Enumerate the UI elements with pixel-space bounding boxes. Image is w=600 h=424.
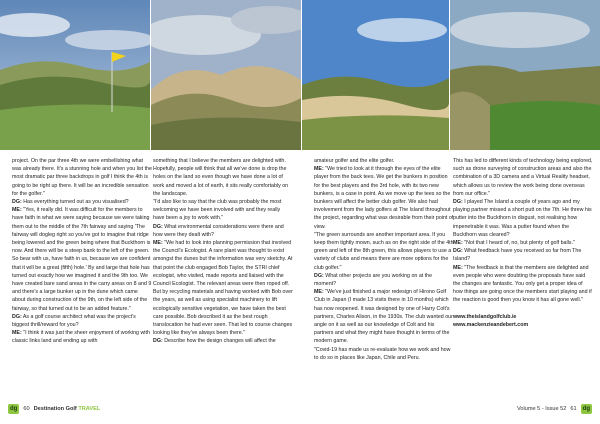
photo-golf-green-flag	[0, 0, 150, 150]
paragraph: something that I believe the members are delighted with. Hopefully, people will think that all we've done is drop the holes on the land so even though we have done a lot of work and moved a lot of earth, it sits really comfortably on the landscape.	[153, 158, 289, 197]
interview-question	[314, 272, 454, 288]
paragraph: This has led to different kinds of technology being explored, such as drone surveying of construction areas and also the combination of a 3D camera and a Virtual Reality headset, which allows us to review the work being done overseas from our office."	[453, 158, 593, 197]
interview-answer	[153, 239, 293, 337]
paragraph-text: "Yes, it really did. It was difficult for the members to have faith in what we were saying because we were taking them out to the middle of the 7th fairway and saying 'The fairway will dogleg right so you've got to imagine that ridge being lowered and the green being where that Buckthorn is now. And there will be a steep bank to the left of the green. So bear with us, have faith in us, because we are confident that it will be a great (fifth) hole.' By and large that hole has turned out exactly how we imagined it and the 9th too. We have created bare sand areas in the carry areas on 8 and 9 and there's a large bunker up in the dune which came about during construction of the 9th, on the left side of the fairway, so that turned out to be an added feature."	[12, 207, 152, 312]
paragraph-text: "We had to look into planning permission that involved the Council's Ecologist. A rare plant was thought to exist amongst the dunes but the information was very sketchy. At that point the club engaged Bob Taylor, the STRI chief ecologist, who visited, made reports and liaised with the Council Ecologist. The relevant areas were then roped off. But by recycling materials and having worked with Bob over the years, as well as using specialist machinery to lift ecologically sensitive vegetation, we have taken the best care possible. Bob described it as the best rough translocation he had ever seen. That led to course changes looking like they've always been there."	[153, 240, 293, 337]
photo-strip	[0, 0, 600, 150]
interview-answer	[314, 165, 454, 231]
footer-left	[8, 403, 100, 415]
paragraph-text: What other projects are you working on at the moment?	[314, 272, 433, 288]
speaker-label: ME:	[453, 240, 463, 247]
paragraph: "The green surrounds are another important area. If you keep them tightly mown, such as on the right side of the 4th green and left of the 8th green, this allows players to use a variety of clubs and means there are more options for the club golfer."	[314, 231, 454, 271]
paragraph: "Covid-19 has made us re-evaluate how we work and how to do so in places like Japan, Chile and Peru.	[314, 346, 451, 361]
paragraph: amateur golfer and the elite golfer.	[314, 158, 395, 164]
paragraph-text: "I think it was just the sheer enjoyment of working with classic links land and ending up with	[12, 330, 150, 345]
website-link[interactable]: www.mackenzieandebert.com	[453, 322, 529, 329]
paragraph: "I'd also like to say that the club was probably the most welcoming we have been involved with and they really have been a joy to work with."	[153, 199, 282, 222]
speaker-label: ME:	[453, 264, 463, 271]
interview-question	[153, 337, 293, 345]
paragraph-text: "We've just finished a major redesign of Hirono Golf Club in Japan (I made 13 visits there in 10 months) which has now reopened. It was designed by one of Harry Colt's partners, Charles Alison, in the 1930s. The club wanted our angle on it as well as our knowledge of Colt and his partners and what they might have thought in terms of the modern game.	[314, 289, 453, 345]
photo-fairway-dune	[450, 0, 600, 150]
speaker-label: DG:	[314, 272, 324, 279]
paragraph-text: Describe how the design changes will affect the	[162, 338, 276, 345]
section-name: TRAVEL	[78, 406, 101, 412]
speaker-label: DG:	[153, 223, 163, 230]
paragraph-text: As a golf course architect what was the project's biggest thrill/reward for you?	[12, 313, 136, 329]
speaker-label: DG:	[12, 313, 22, 320]
interview-question	[12, 198, 152, 206]
speaker-label: ME:	[153, 240, 163, 247]
dg-logo: dg	[582, 406, 590, 412]
paragraph-text: What environmental considerations were there and how were they dealt with?	[153, 223, 284, 238]
paragraph-text: Has everything turned out as you visualised?	[21, 199, 129, 206]
paragraph-text: "The feedback is that the members are delighted and even people who were doubting the proposals have said the changes are fantastic. You only get a proper idea of how things are going once the members start playing and if the reaction is good then you know it has all gone well."	[453, 264, 592, 304]
article-column-4	[453, 157, 593, 395]
photo-sand-dunes	[151, 0, 301, 150]
issue-label: Volume 5 - Issue 52	[516, 406, 567, 412]
article-column-1	[12, 157, 152, 395]
interview-question	[153, 223, 293, 239]
paragraph-text: "Not that I heard of, no, but plenty of golf balls."	[462, 240, 575, 247]
article-column-3	[314, 157, 454, 395]
speaker-label: DG:	[153, 338, 163, 345]
speaker-label: DG:	[453, 199, 463, 206]
photo-bunkered-dunes	[302, 0, 449, 150]
speaker-label: DG:	[12, 199, 22, 206]
page-number-left: 60	[23, 406, 30, 412]
interview-question	[12, 313, 152, 329]
speaker-label: DG:	[453, 248, 463, 255]
paragraph-text: "We tried to look at it through the eyes of the elite player from the back tees. We get the bunkers in position for the best players and the 3rd hole, with its two new bunkers, is a case in point. As we move up the tees so the bunkers will affect the better club golfer. We also had involvement from the lady golfers at The Island throughout the project, regarding what was desirable from their point of view.	[314, 166, 454, 230]
paragraph: project. On the par three 4th we were embellishing what was already there. It's a stunning hole and when you list the most dramatic par three backdrops in golf I think the 4th is going to be right up there. It will be an incredible sensation for the golfer."	[12, 158, 152, 197]
paragraph-text: I played The Island a couple of years ago and my playing partner missed a short putt on the 7th. He threw his putter into the Buckthorn in disgust, not realising how impenetrable it was. Was a putter found when the Buckthorn was cleared?	[453, 199, 592, 238]
speaker-label: ME:	[12, 330, 22, 337]
interview-answer	[12, 206, 152, 313]
spacer	[453, 305, 593, 313]
dg-logo: dg	[10, 406, 18, 412]
interview-question	[453, 247, 593, 263]
page-number-right: 61	[570, 406, 577, 412]
speaker-label: ME:	[314, 166, 324, 173]
footer-right	[517, 403, 592, 415]
interview-answer	[314, 288, 454, 345]
interview-question	[453, 198, 593, 239]
interview-answer	[453, 264, 593, 305]
website-link[interactable]: www.theislandgolfclub.ie	[453, 313, 517, 320]
speaker-label: ME:	[314, 289, 324, 296]
interview-answer	[453, 239, 593, 247]
interview-answer	[12, 329, 152, 345]
article-column-2	[153, 157, 293, 395]
magazine-name: Destination Golf	[33, 406, 77, 412]
speaker-label: ME:	[12, 207, 22, 214]
paragraph-text: What feedback have you received so far from The Island?	[453, 248, 582, 263]
